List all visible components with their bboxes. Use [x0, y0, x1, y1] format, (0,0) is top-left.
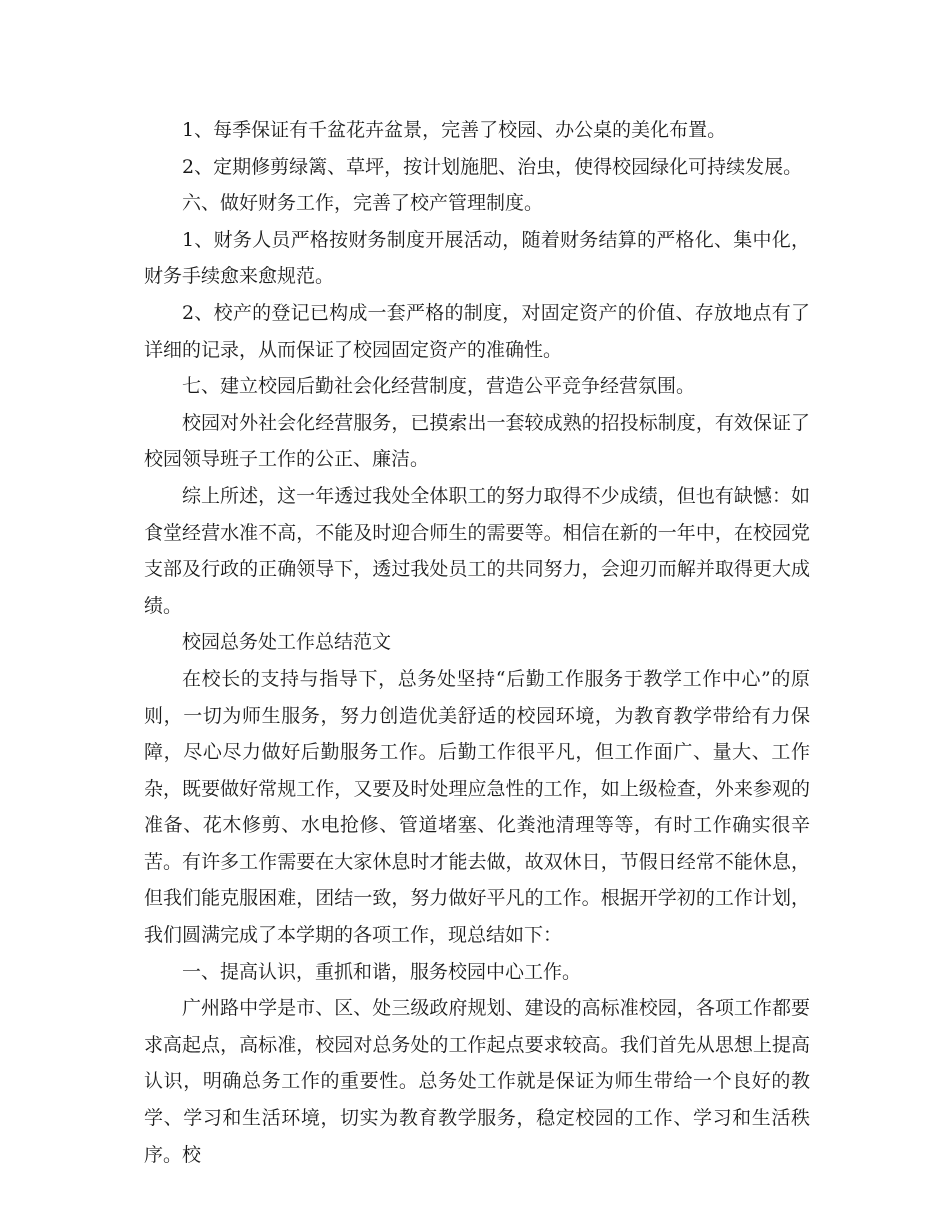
paragraph: 校园对外社会化经营服务，已摸索出一套较成熟的招投标制度，有效保证了校园领导班子工作的公正、廉洁。 — [144, 411, 810, 471]
paragraph: 六、做好财务工作，完善了校产管理制度。 — [182, 192, 544, 215]
paragraph: 广州路中学是市、区、处三级政府规划、建设的高标准校园，各项工作都要求高起点，高标准，校园对总务处的工作起点要求较高。我们首先从思想上提高认识，明确总务工作的重要性。总务处工作就是保证为师生带给一个良好的教学、学习和生活环境，切实为教育教学服务，稳定校园的工作、学习和生活秩序。校 — [144, 997, 810, 1166]
document-page — [144, 112, 810, 1173]
section-title: 校园总务处工作总结范文 — [182, 631, 392, 654]
paragraph: 一、提高认识，重抓和谐，服务校园中心工作。 — [182, 960, 582, 983]
paragraph: 七、建立校园后勤社会化经营制度，营造公平竞争经营氛围。 — [182, 375, 696, 398]
paragraph: 1、每季保证有千盆花卉盆景，完善了校园、办公桌的美化布置。 — [182, 119, 727, 141]
paragraph: 综上所述，这一年透过我处全体职工的努力取得不少成绩，但也有缺憾：如食堂经营水准不高，不能及时迎合师生的需要等。相信在新的一年中，在校园党支部及行政的正确领导下，透过我处员工的共同努力，会迎刃而解并取得更大成绩。 — [144, 484, 810, 617]
paragraph: 2、校产的登记已构成一套严格的制度，对固定资产的价值、存放地点有了详细的记录，从而保证了校园固定资产的准确性。 — [144, 301, 810, 361]
paragraph: 1、财务人员严格按财务制度开展活动，随着财务结算的严格化、集中化，财务手续愈来愈规范。 — [144, 228, 810, 288]
paragraph: 2、定期修剪绿篱、草坪，按计划施肥、治虫，使得校园绿化可持续发展。 — [182, 155, 803, 178]
paragraph: 在校长的支持与指导下，总务处坚持“后勤工作服务于教学工作中心”的原则，一切为师生服务，努力创造优美舒适的校园环境，为教育教学带给有力保障，尽心尽力做好后勤服务工作。后勤工作很平凡，但工作面广、量大、工作杂，既要做好常规工作，又要及时处理应急性的工作，如上级检查，外来参观的准备、花木修剪、水电抢修、管道堵塞、化粪池清理等等，有时工作确实很辛苦。有许多工作需要在大家休息时才能去做，故双休日，节假日经常不能休息，但我们能克服困难，团结一致，努力做好平凡的工作。根据开学初的工作计划，我们圆满完成了本学期的各项工作，现总结如下： — [144, 667, 810, 947]
